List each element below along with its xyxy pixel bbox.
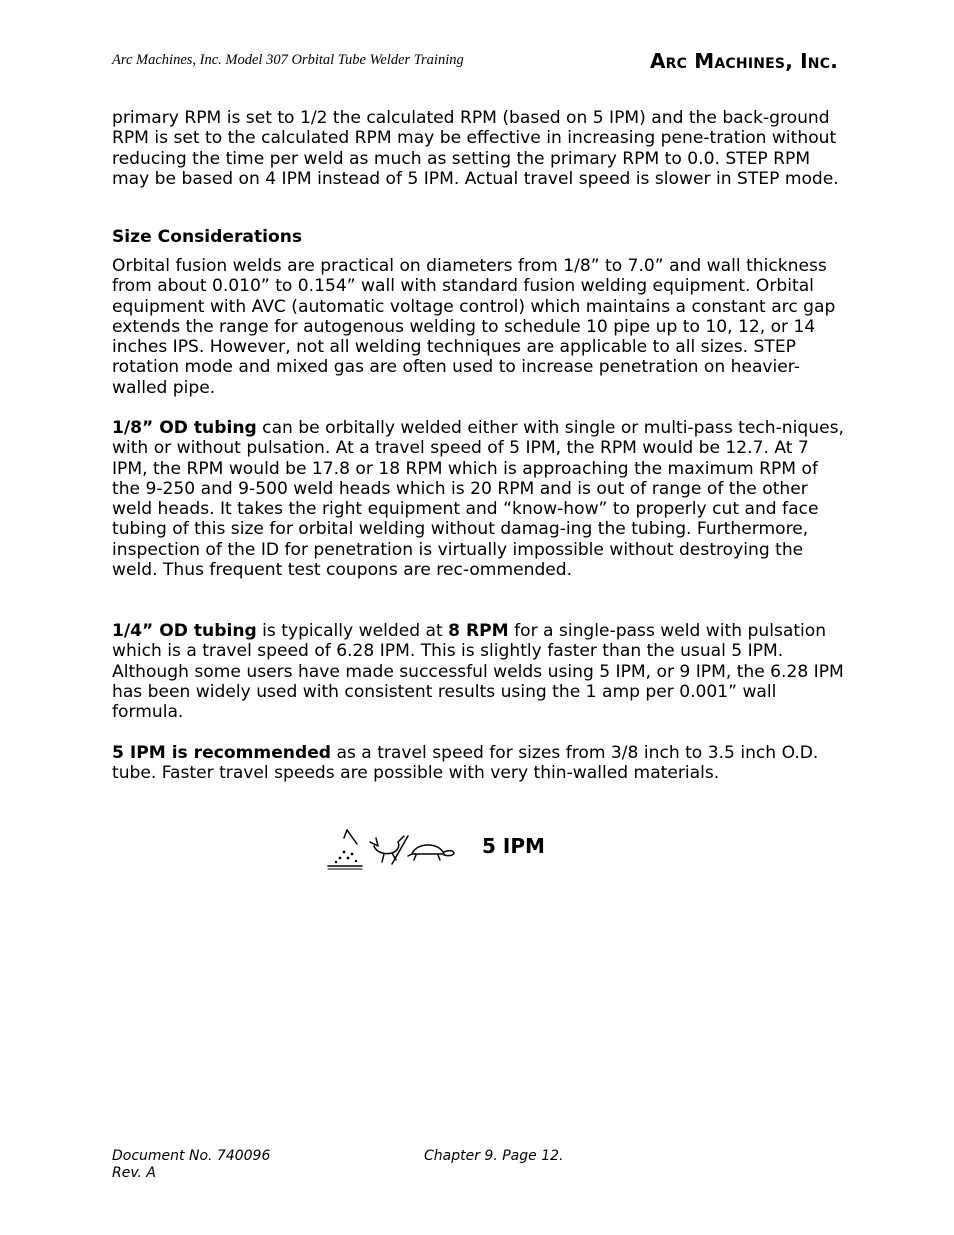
- rabbit-icon: [370, 836, 408, 864]
- paragraph-recommended-text: as a travel speed for sizes from 3/8 inch to 3.5 inch O.D. tube. Faster travel speeds are possible with very thin-walled materials.: [112, 743, 819, 784]
- paragraph-recommended: [112, 743, 844, 784]
- welding-arc-icon: [328, 830, 362, 869]
- term-eighth-inch: 1/8” OD tubing: [112, 418, 257, 438]
- term-quarter-inch: 1/4” OD tubing: [112, 621, 257, 641]
- section-heading: Size Considerations: [112, 227, 303, 247]
- paragraph-quarter-inch-mid: is typically welded at: [256, 621, 449, 641]
- intro-text: primary RPM is set to 1/2 the calculated RPM (based on 5 IPM) and the back-ground RPM is set to the calculated RPM may be effective in increasing pene-tration without reducing the time per weld as much as setting the primary RPM to 0.0. STEP RPM may be based on 4 IPM instead of 5 IPM. Actual travel speed is slower in STEP mode.: [112, 108, 839, 189]
- paragraph-quarter-inch: [112, 621, 844, 722]
- company-logo-text: Arc Machines, Inc.: [650, 49, 838, 73]
- document-number: Document No. 740096: [112, 1148, 271, 1164]
- turtle-icon: [408, 845, 454, 860]
- revision: Rev. A: [112, 1165, 156, 1181]
- travel-speed-icons: [326, 828, 456, 872]
- paragraph-quarter-inch-text: for a single-pass weld with pulsation which is a travel speed of 6.28 IPM. This is slightly faster than the usual 5 IPM. Although some users have made successful welds using 5 IPM, or 9 IPM, the 6.28 IPM has been widely used with consistent results using the 1 amp per 0.001” wall formula.: [112, 621, 844, 723]
- footer-document-info: [112, 1148, 270, 1182]
- paragraph-eighth-inch: [112, 418, 844, 580]
- speed-label: 5 IPM: [482, 834, 545, 858]
- paragraph-size: [112, 256, 844, 398]
- intro-paragraph: [112, 108, 844, 189]
- page-number: Chapter 9. Page 12.: [424, 1148, 564, 1164]
- term-8-rpm: 8 RPM: [448, 621, 509, 641]
- term-5-ipm-recommended: 5 IPM is recommended: [112, 743, 332, 763]
- paragraph-size-text: Orbital fusion welds are practical on diameters from 1/8” to 7.0” and wall thickness from about 0.010” to 0.154” wall with standard fusion welding equipment. Orbital equipment with AVC (automatic voltage control) which maintains a constant arc gap extends the range for autogenous welding to schedule 10 pipe up to 10, 12, or 14 inches IPS. However, not all welding techniques are applicable to all sizes. STEP rotation mode and mixed gas are often used to increase penetration on heavier-walled pipe.: [112, 256, 836, 398]
- paragraph-eighth-inch-text: can be orbitally welded either with single or multi-pass tech-niques, with or without pulsation. At a travel speed of 5 IPM, the RPM would be 12.7. At 7 IPM, the RPM would be 17.8 or 18 RPM which is approaching the maximum RPM of the 9-250 and 9-500 weld heads which is 20 RPM and is out of range of the other weld heads. It takes the right equipment and “know-how” to properly cut and face tubing of this size for orbital welding without damag-ing the tubing. Furthermore, inspection of the ID for penetration is virtually impossible without destroying the weld. Thus frequent test coupons are rec-ommended.: [112, 418, 844, 581]
- header-title: Arc Machines, Inc. Model 307 Orbital Tube Welder Training: [112, 52, 464, 68]
